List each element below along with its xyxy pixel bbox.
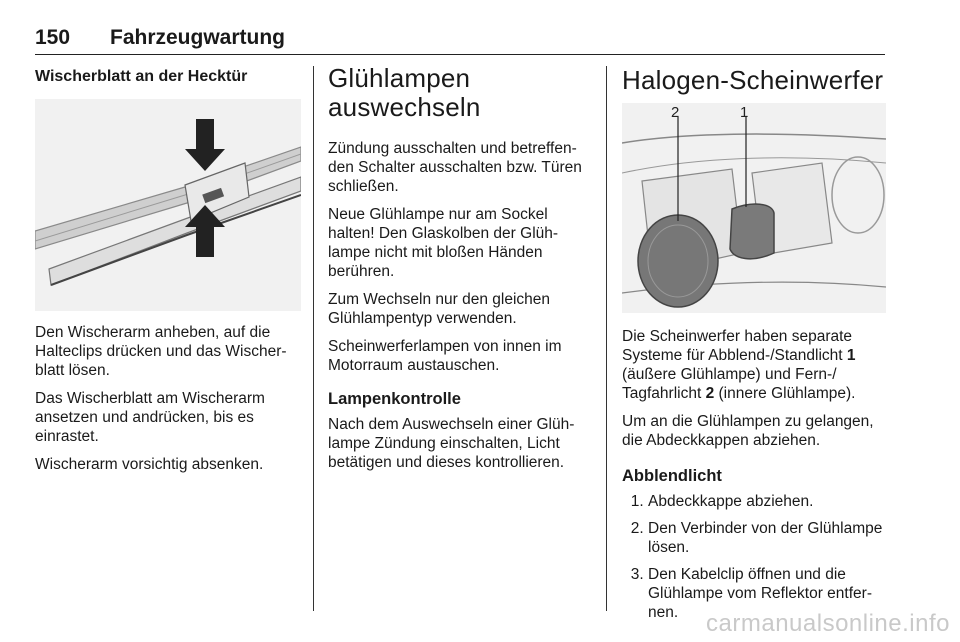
bold-ref: 1 — [846, 347, 856, 364]
paragraph: Das Wischerblatt am Wischerarm ansetzen und andrücken, bis es einrastet. — [35, 390, 265, 445]
paragraph: Wischerarm vorsichtig absenken. — [35, 456, 264, 473]
paragraph: Zündung ausschalten und betreffenden Schalter ausschalten bzw. Türen schließen. — [328, 140, 582, 195]
wiper-blade-illustration — [35, 99, 301, 311]
paragraph: Neue Glühlampe nur am Sockel halten! Den Glaskolben der Glühlampe nicht mit bloßen Händen berühren. — [328, 206, 559, 280]
paragraph-intro — [622, 327, 888, 403]
section-heading-wiper: Wischerblatt an der Hecktür — [35, 68, 248, 85]
page-number: 150 — [35, 26, 71, 49]
column-bulbs — [328, 62, 594, 481]
section-heading-halogen: Halogen-Scheinwerfer — [622, 65, 884, 95]
steps-list — [622, 492, 888, 622]
paragraph: Den Wischerarm anheben, auf die Halteclips drücken und das Wischerblatt lösen. — [35, 324, 287, 379]
paragraph: Um an die Glühlampen zu gelangen, die Abdeckkappen abziehen. — [622, 413, 874, 449]
text-run: (innere Glühlampe). — [714, 385, 856, 402]
figure-label-2: 2 — [671, 104, 680, 121]
list-item: 1. Abdeckkappe abziehen. — [648, 492, 888, 511]
watermark: carmanualsonline.info — [706, 610, 950, 637]
page-header — [35, 24, 885, 55]
subheading-lamp-check: Lampenkontrolle — [328, 390, 461, 408]
column-halogen — [622, 62, 888, 630]
figure-label-1: 1 — [740, 104, 749, 121]
text-run: Die Scheinwerfer haben separate Systeme für Abblend-/Standlicht — [622, 328, 853, 364]
list-item: 2. Den Verbinder von der Glühlampe lösen. — [648, 519, 888, 557]
paragraph: Nach dem Auswechseln einer Glühlampe Zündung einschalten, Licht betätigen und dieses kontrollieren. — [328, 416, 575, 471]
headlight-illustration — [622, 103, 886, 313]
text-run: (äußere Glühlampe) und Fern-/ Tagfahrlicht — [622, 366, 837, 402]
column-divider — [606, 66, 607, 611]
column-divider — [313, 66, 314, 611]
paragraph: Zum Wechseln nur den gleichen Glühlampentyp verwenden. — [328, 291, 551, 327]
column-wiper — [35, 62, 301, 483]
paragraph: Scheinwerferlampen von innen im Motorraum austauschen. — [328, 338, 562, 374]
section-heading-bulbs: Glühlampen auswechseln — [328, 63, 481, 122]
running-title: Fahrzeugwartung — [110, 26, 286, 49]
list-item: 3. Den Kabelclip öffnen und die Glühlampe vom Reflektor entfernen. — [648, 565, 888, 622]
bold-ref: 2 — [705, 385, 715, 402]
subheading-low-beam: Abblendlicht — [622, 467, 722, 485]
